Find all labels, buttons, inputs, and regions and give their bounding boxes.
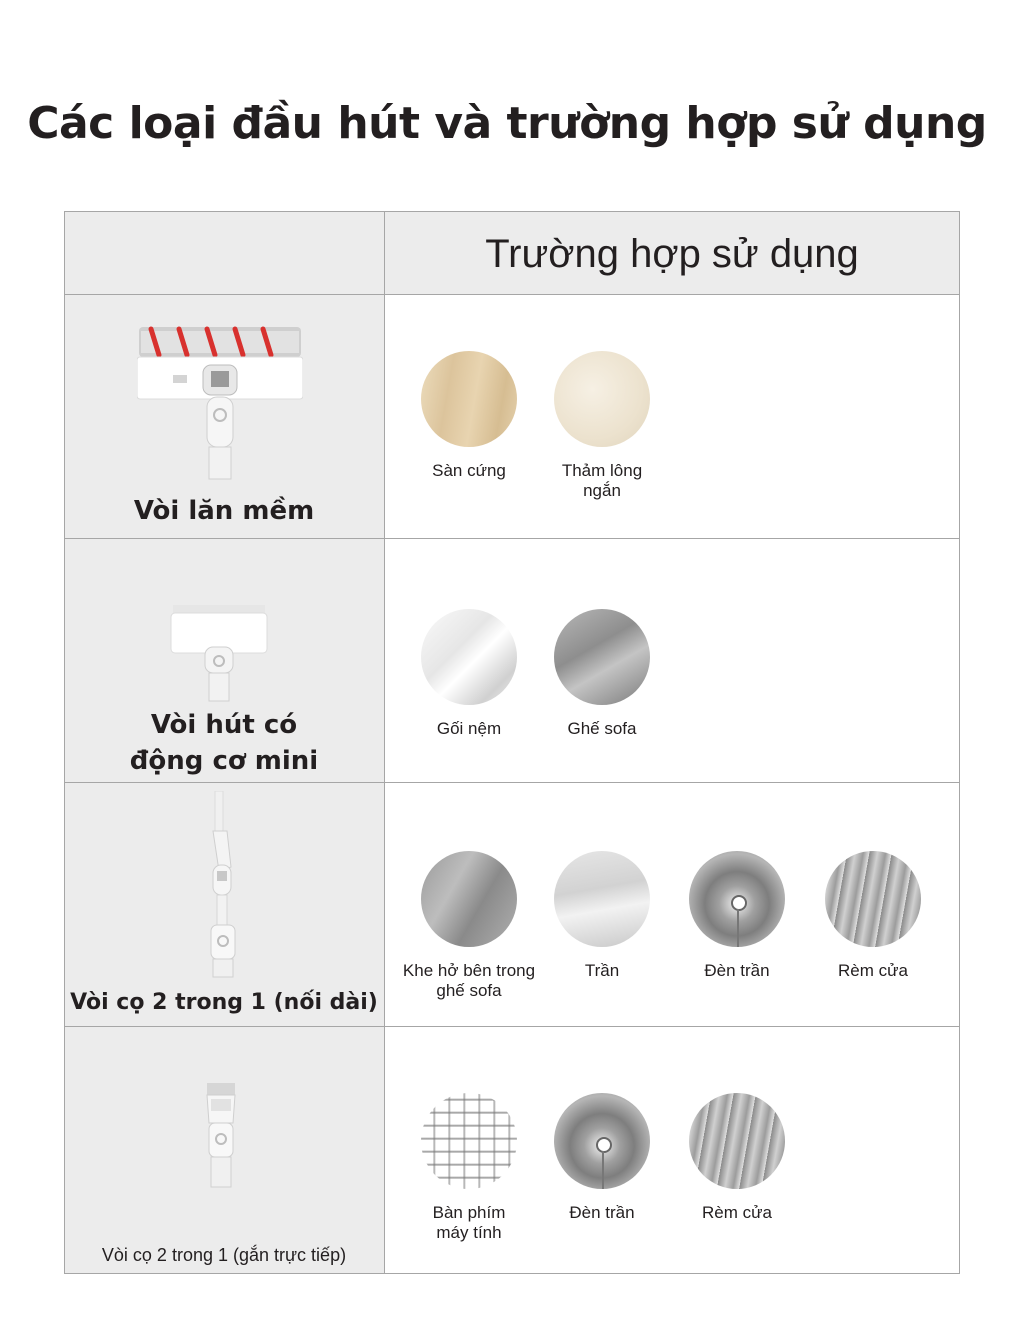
usage-label: Ghế sofa	[567, 719, 637, 738]
usage-cell	[385, 1027, 959, 1273]
table-header-row	[65, 212, 959, 295]
table-row	[65, 1027, 959, 1273]
tool-cell	[65, 1027, 385, 1273]
tool-cell	[65, 295, 385, 538]
nozzle-usage-table	[64, 211, 960, 1274]
usage-item	[522, 609, 682, 739]
ceiling-lamp-image	[554, 1093, 650, 1189]
usage-label: Gối nệm	[436, 719, 502, 738]
usage-label: Đèn trần	[704, 961, 770, 980]
usage-item	[522, 351, 682, 501]
soft-roller-brush-head-image	[137, 325, 303, 485]
usage-label: Sàn cứng	[432, 461, 506, 480]
direct-2in1-brush-image	[201, 1083, 241, 1193]
usage-label: Rèm cửa	[838, 961, 908, 980]
tool-name: Vòi hút có động cơ mini	[129, 710, 319, 776]
sofa-gap-image	[421, 851, 517, 947]
tool-name: Vòi lăn mềm	[133, 496, 315, 526]
header-usage-label: Trường hợp sử dụng	[485, 232, 859, 276]
table-row	[65, 539, 959, 783]
usage-cell	[385, 783, 959, 1026]
usage-cell	[385, 539, 959, 782]
usage-label: Rèm cửa	[702, 1203, 772, 1222]
extended-2in1-brush-image	[201, 791, 245, 979]
tool-name: Vòi cọ 2 trong 1 (gắn trực tiếp)	[101, 1245, 347, 1265]
short-pile-carpet-image	[554, 351, 650, 447]
mini-motorized-brush-image	[169, 605, 269, 705]
computer-keyboard-image	[421, 1093, 517, 1189]
usage-label: Bàn phím máy tính	[432, 1203, 506, 1242]
page-title: Các loại đầu hút và trường hợp sử dụng	[27, 98, 987, 149]
tool-cell	[65, 783, 385, 1026]
usage-cell	[385, 295, 959, 538]
ceiling-image	[554, 851, 650, 947]
ceiling-lamp-image	[689, 851, 785, 947]
table-row	[65, 783, 959, 1027]
usage-label: Trần	[584, 961, 620, 980]
hardwood-floor-image	[421, 351, 517, 447]
usage-label: Đèn trần	[569, 1203, 635, 1222]
tool-cell	[65, 539, 385, 782]
usage-label: Khe hở bên trong ghế sofa	[402, 961, 536, 1000]
usage-label: Thảm lông ngắn	[561, 461, 643, 500]
header-usage-cell	[385, 212, 959, 294]
sofa-image	[554, 609, 650, 705]
usage-item	[793, 851, 953, 981]
pillow-mattress-image	[421, 609, 517, 705]
curtain-image	[825, 851, 921, 947]
curtain-image	[689, 1093, 785, 1189]
usage-item	[657, 1093, 817, 1223]
tool-name: Vòi cọ 2 trong 1 (nối dài)	[70, 990, 378, 1015]
table-row	[65, 295, 959, 539]
header-empty-cell	[65, 212, 385, 294]
